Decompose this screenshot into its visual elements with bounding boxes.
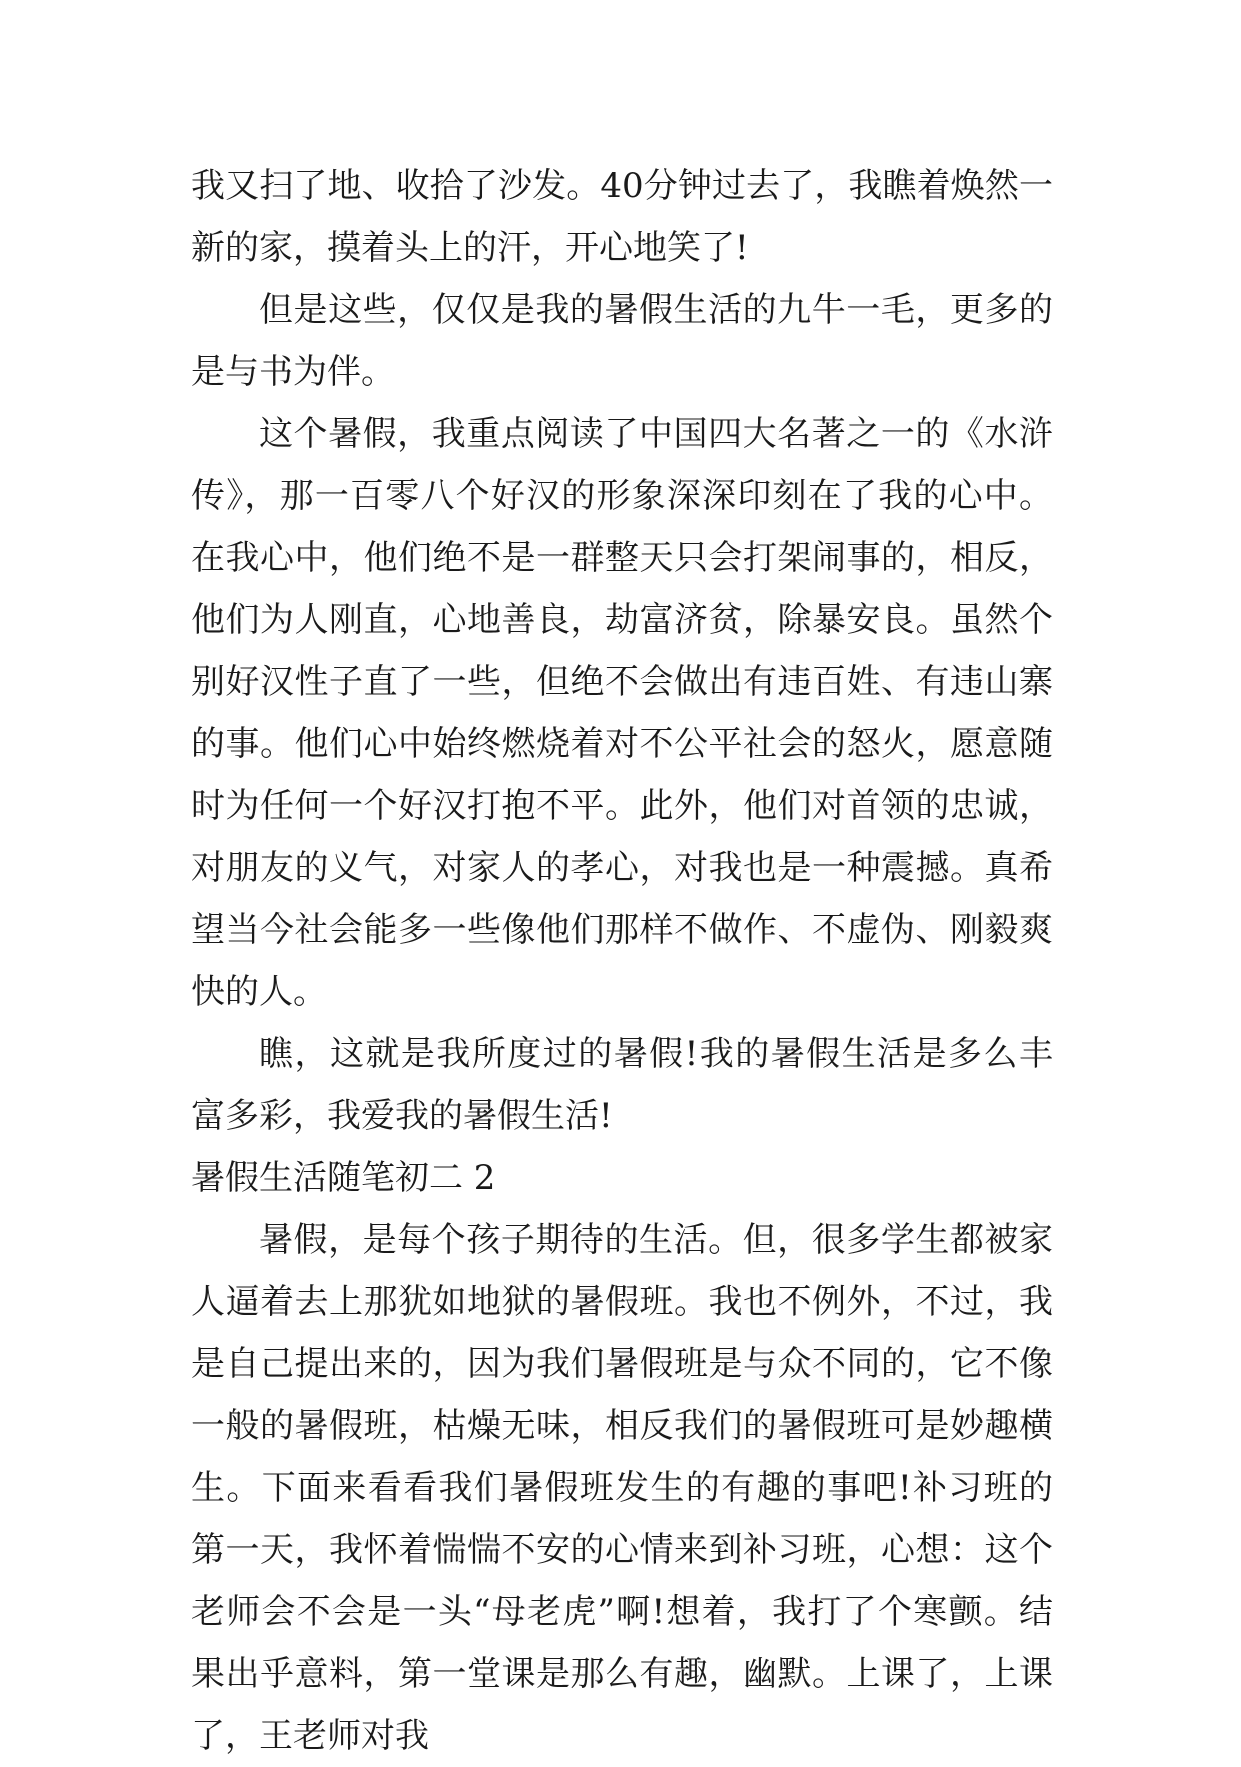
paragraph-continuation: 我又扫了地、收拾了沙发。40分钟过去了，我瞧着焕然一新的家，摸着头上的汗，开心地笑了!	[191, 166, 1053, 268]
paragraph-books: 但是这些，仅仅是我的暑假生活的九牛一毛，更多的是与书为伴。	[191, 290, 1053, 392]
document-body	[191, 155, 1053, 1767]
paragraph-summer-class: 暑假，是每个孩子期待的生活。但，很多学生都被家人逼着去上那犹如地狱的暑假班。我也不例外，不过，我是自己提出来的，因为我们暑假班是与众不同的，它不像一般的暑假班，枯燥无味，相反我们的暑假班可是妙趣横生。下面来看看我们暑假班发生的有趣的事吧!补习班的第一天，我怀着惴惴不安的心情来到补习班，心想：这个老师会不会是一头“母老虎”啊!想着，我打了个寒颤。结果出乎意料，第一堂课是那么有趣，幽默。上课了，上课了，王老师对我	[191, 1220, 1053, 1756]
paragraph-water-margin: 这个暑假，我重点阅读了中国四大名著之一的《水浒传》，那一百零八个好汉的形象深深印刻在了我的心中。在我心中，他们绝不是一群整天只会打架闹事的，相反，他们为人刚直，心地善良，劫富济贫，除暴安良。虽然个别好汉性子直了一些，但绝不会做出有违百姓、有违山寨的事。他们心中始终燃烧着对不公平社会的怒火，愿意随时为任何一个好汉打抱不平。此外，他们对首领的忠诚，对朋友的义气，对家人的孝心，对我也是一种震撼。真希望当今社会能多一些像他们那样不做作、不虚伪、刚毅爽快的人。	[191, 414, 1053, 1012]
paragraph-conclusion: 瞧，这就是我所度过的暑假!我的暑假生活是多么丰富多彩，我爱我的暑假生活!	[191, 1034, 1053, 1136]
section-title: 暑假生活随笔初二 2	[191, 1158, 496, 1198]
